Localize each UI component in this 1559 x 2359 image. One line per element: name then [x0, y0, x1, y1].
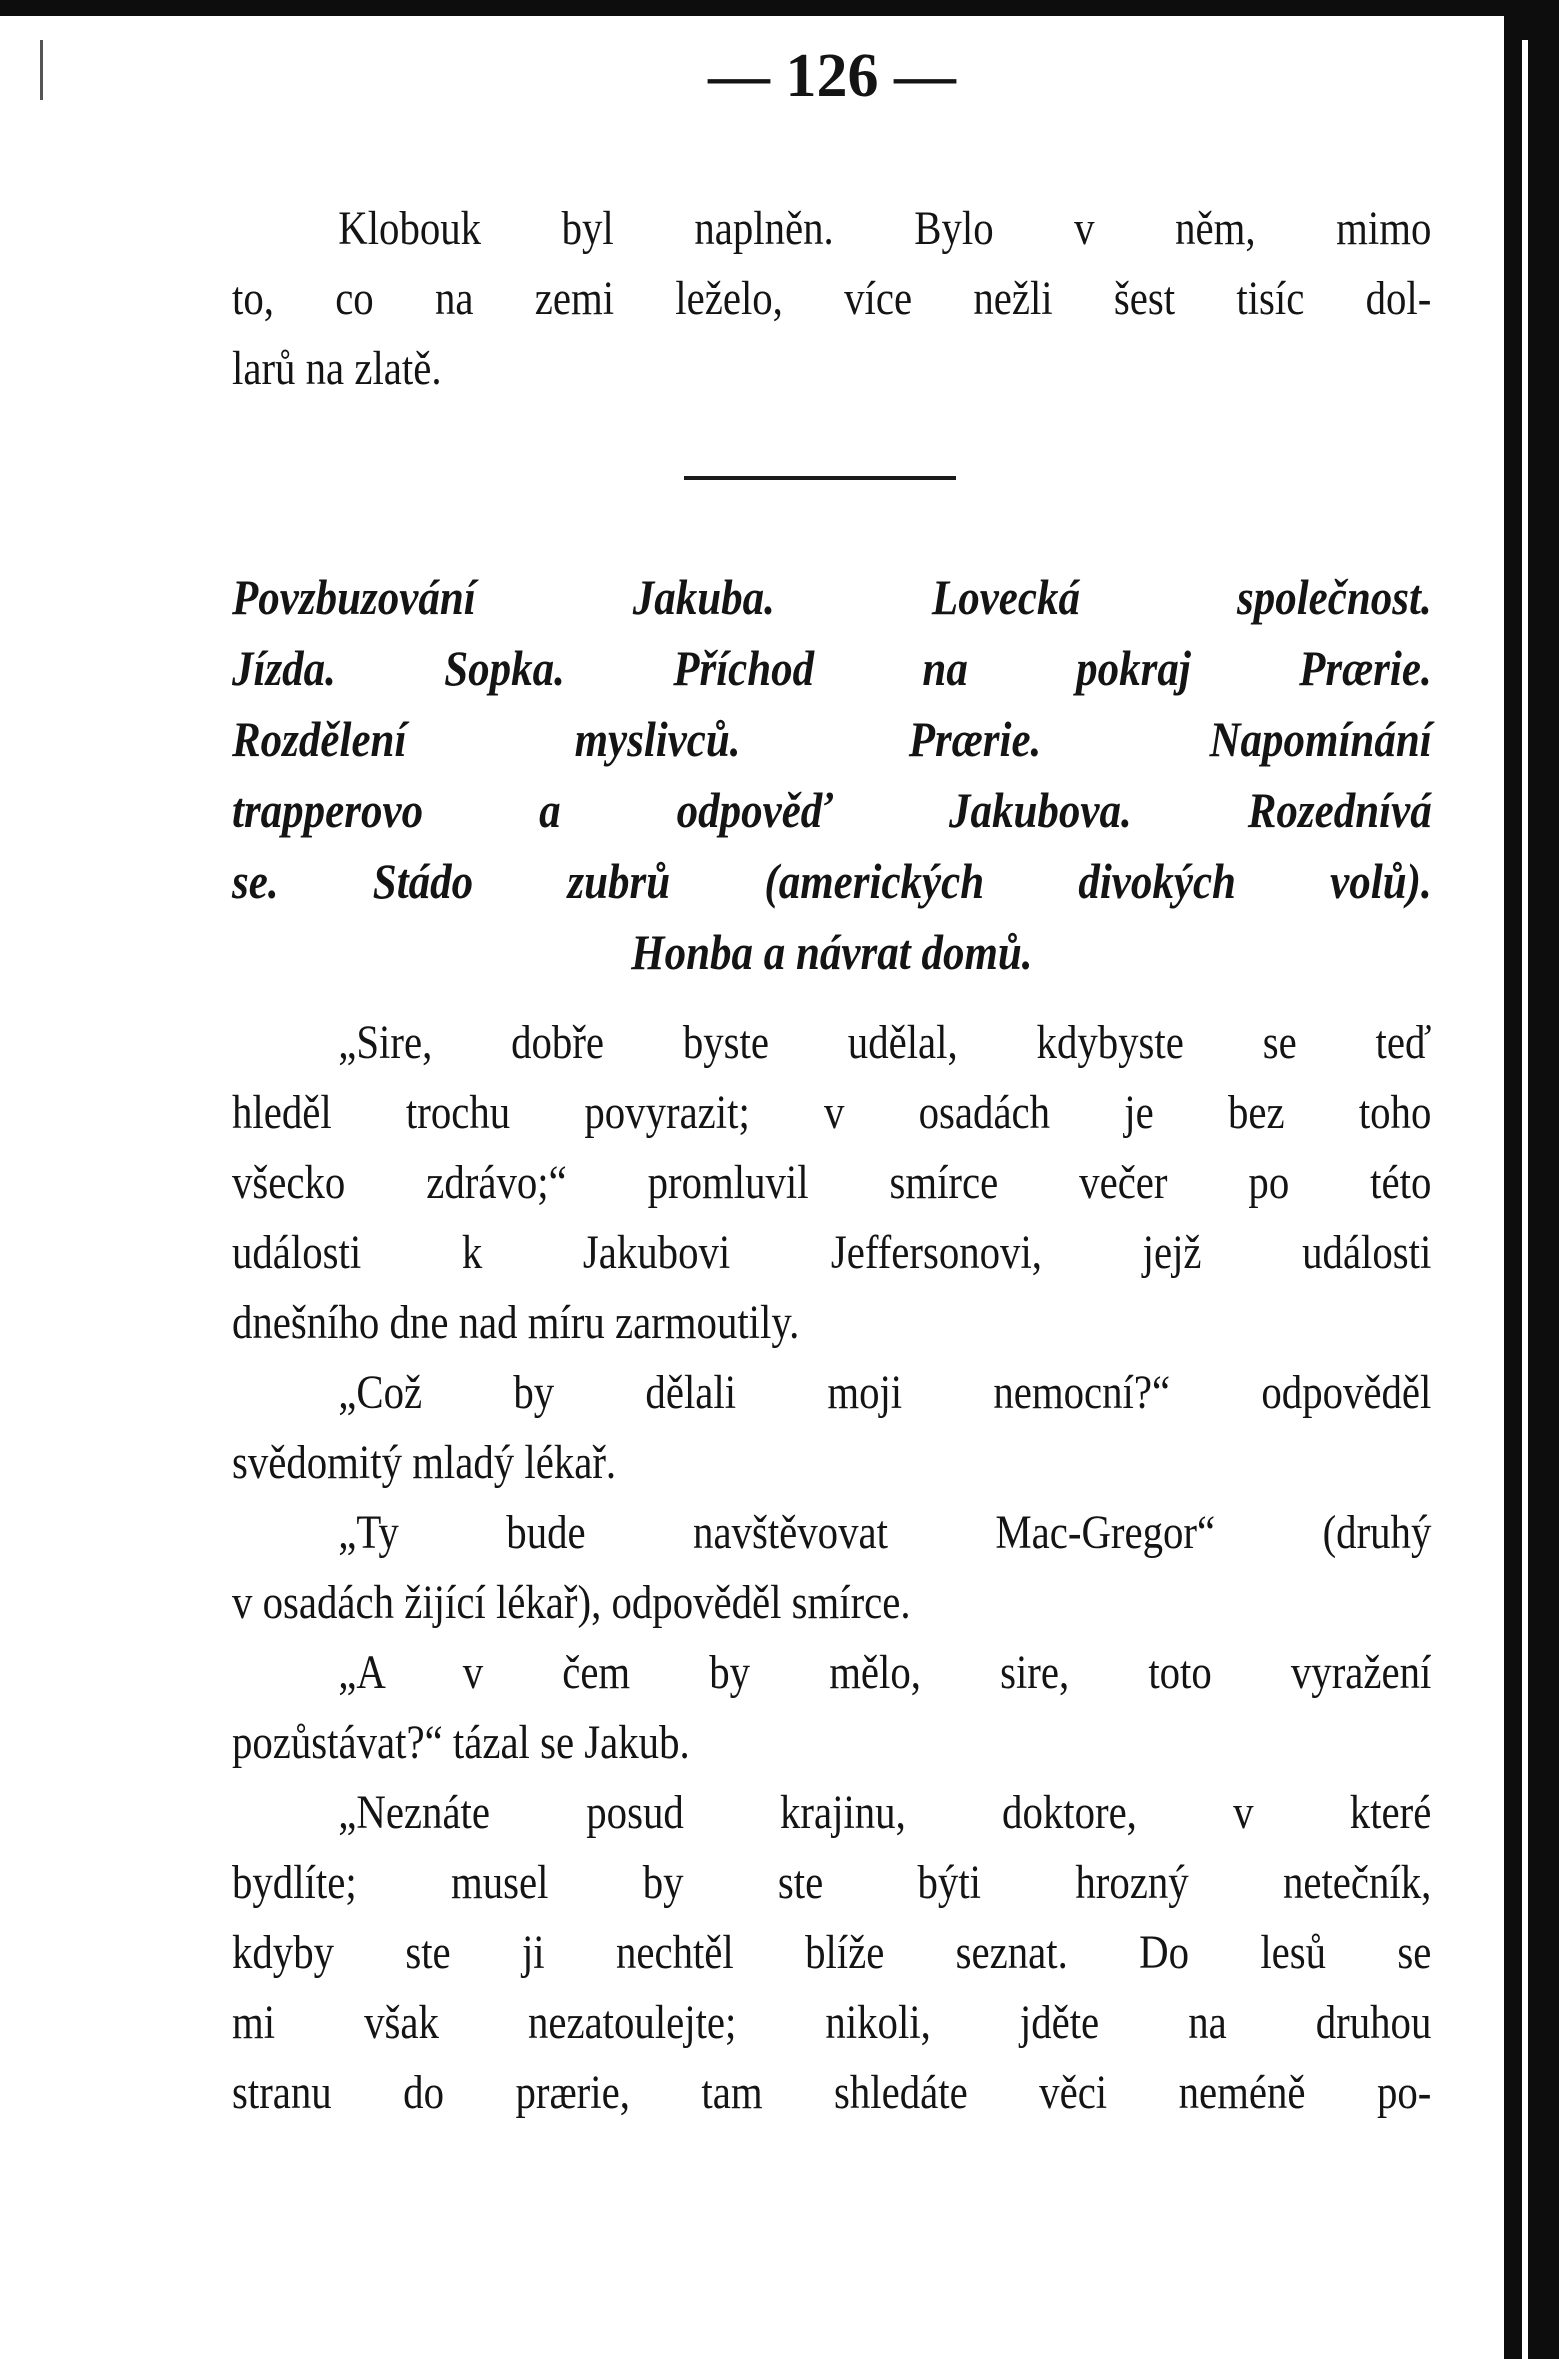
paragraph	[232, 1358, 1431, 1498]
text-line: kdyby ste ji nechtěl blíže seznat. Do lesů se	[232, 1926, 1432, 1979]
text-line: bydlíte; musel by ste býti hrozný netečník,	[232, 1856, 1432, 1909]
body-text	[232, 1008, 1432, 2128]
book-page	[232, 36, 1432, 2128]
text-line: dnešního dne nad míru zarmoutily.	[232, 1296, 800, 1349]
paragraph	[232, 1778, 1431, 2128]
summary-line: trapperovo a odpověď Jakubova. Rozednívá	[232, 782, 1432, 838]
summary-line: se. Stádo zubrů (amerických divokých volů).	[232, 853, 1432, 909]
paragraph	[232, 1008, 1431, 1358]
text-line: to, co na zemi leželo, více nežli šest tisíc dol-	[232, 272, 1432, 325]
text-line: „A v čem by mělo, sire, toto vyražení	[338, 1646, 1432, 1699]
text-line: pozůstávat?“ tázal se Jakub.	[232, 1716, 690, 1769]
text-line: larů na zlatě.	[232, 342, 442, 395]
intro-paragraph	[232, 194, 1431, 404]
scan-border-right	[1504, 0, 1559, 2359]
text-line: „Což by dělali moji nemocní?“ odpověděl	[338, 1366, 1432, 1419]
text-line: „Sire, dobře byste udělal, kdybyste se teď	[338, 1016, 1432, 1069]
scan-border-gap	[1522, 40, 1528, 2359]
text-line: svědomitý mladý lékař.	[232, 1436, 617, 1489]
scan-border-top	[0, 0, 1559, 16]
text-line: „Ty bude navštěvovat Mac-Gregor“ (druhý	[338, 1506, 1432, 1559]
summary-line: Rozdělení myslivců. Prærie. Napomínání	[232, 711, 1432, 767]
summary-line: Jízda. Sopka. Příchod na pokraj Prærie.	[232, 640, 1432, 696]
text-line: mi však nezatoulejte; nikoli, jděte na druhou	[232, 1996, 1432, 2049]
text-line: stranu do prærie, tam shledáte věci neméně po-	[232, 2066, 1432, 2119]
text-line: všecko zdrávo;“ promluvil smírce večer po této	[232, 1156, 1432, 1209]
text-line: události k Jakubovi Jeffersonovi, jejž události	[232, 1226, 1432, 1279]
paragraph	[232, 1638, 1431, 1778]
section-divider	[684, 476, 956, 480]
chapter-summary	[232, 562, 1432, 988]
text-line: v osadách žijící lékař), odpověděl smírce.	[232, 1576, 911, 1629]
text-line: „Neznáte posud krajinu, doktore, v které	[338, 1786, 1432, 1839]
text-line: Klobouk byl naplněn. Bylo v něm, mimo	[338, 202, 1432, 255]
paragraph	[232, 1498, 1431, 1638]
page-number: — 126 —	[708, 42, 956, 110]
text-line: hleděl trochu povyrazit; v osadách je bez toho	[232, 1086, 1432, 1139]
scan-margin-mark	[40, 40, 43, 100]
summary-line: Povzbuzování Jakuba. Lovecká společnost.	[232, 569, 1432, 625]
summary-line: Honba a návrat domů.	[631, 924, 1033, 980]
